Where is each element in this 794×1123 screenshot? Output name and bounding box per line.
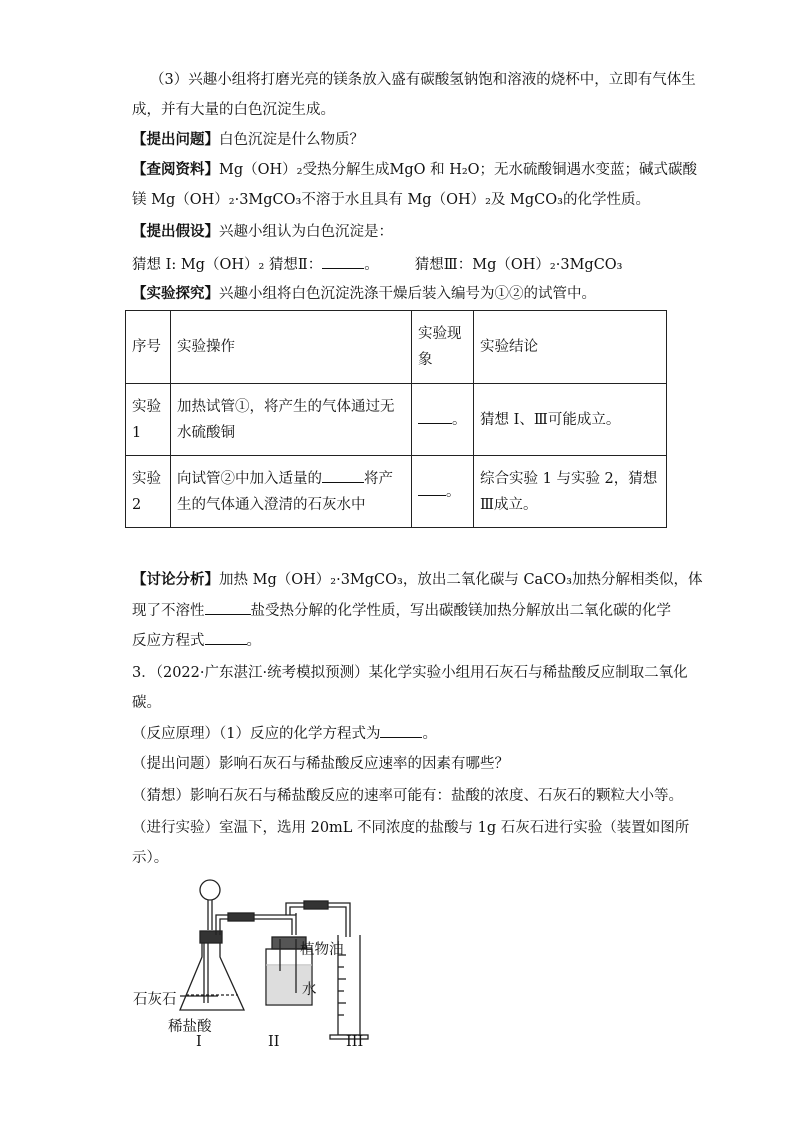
header-op: 实验操作: [171, 311, 412, 384]
jiashe-text: 兴趣小组认为白色沉淀是：: [219, 224, 393, 240]
tanjiu-text: 兴趣小组将白色沉淀洗涤干燥后装入编号为①②的试管中。: [219, 286, 596, 302]
row2-concl: 综合实验 1 与实验 2，猜想Ⅲ成立。: [474, 456, 667, 528]
row1-phen-blank[interactable]: [418, 409, 452, 424]
table-row: [126, 384, 667, 456]
guess1-text: 猜想 I: Mg（OH）₂ 猜想Ⅱ：: [132, 257, 323, 273]
row2-phen: 。: [412, 456, 474, 528]
header-phen: 实验现象: [412, 311, 474, 384]
caixiang-line: （猜想）影响石灰石与稀盐酸反应的速率可能有：盐酸的浓度、石灰石的颗粒大小等。: [132, 788, 683, 804]
row1-id: 实验1: [126, 384, 171, 456]
discussion-tag: 【讨论分析】: [132, 571, 219, 588]
apparatus-figure: [120, 875, 380, 1065]
discussion-blank1[interactable]: [205, 600, 251, 615]
q3-line1: （3）兴趣小组将打磨光亮的镁条放入盛有碳酸氢钠饱和溶液的烧杯中，立即有气体生: [150, 72, 696, 88]
ziliao-tag: 【查阅资料】: [132, 161, 219, 178]
header-id: 序号: [126, 311, 171, 384]
header-concl: 实验结论: [474, 311, 667, 384]
fig-label-3: III: [346, 1034, 364, 1050]
ziliao-text1: Mg（OH）₂受热分解生成MgO 和 H₂O；无水硫酸铜遇水变蓝；碱式碳酸: [219, 162, 698, 178]
tiwen-tag: 【提出问题】: [132, 131, 219, 148]
wenti-line: （提出问题）影响石灰石与稀盐酸反应速率的因素有哪些？: [132, 756, 509, 772]
jiashe-line: [132, 222, 393, 242]
discussion-line1: 【讨论分析】加热 Mg（OH）₂·3MgCO₃，放出二氧化碳与 CaCO₃加热分解相类似，体: [132, 571, 703, 588]
fig-label-1: I: [196, 1034, 202, 1050]
row1-op: 加热试管①，将产生的气体通过无水硫酸铜: [171, 384, 412, 456]
q3-line2: 成，并有大量的白色沉淀生成。: [132, 102, 335, 118]
acid-label: 稀盐酸: [168, 1019, 212, 1035]
row2-op: 向试管②中加入适量的 将产 生的气体通入澄清的石灰水中: [171, 456, 412, 528]
q4-line2: 碳。: [132, 695, 161, 711]
fig-label-2: II: [268, 1034, 280, 1050]
shiyan-line2: 示）。: [132, 850, 169, 866]
row2-op-blank[interactable]: [322, 468, 364, 483]
water-label: 水: [302, 982, 317, 998]
discussion-blank2[interactable]: [205, 630, 247, 645]
row2-id: 实验2: [126, 456, 171, 528]
discussion-line3: 反应方程式 。: [132, 630, 261, 651]
guess2-blank[interactable]: [322, 254, 364, 269]
oil-label: 植物油: [300, 942, 344, 958]
row2-phen-blank[interactable]: [418, 481, 446, 496]
table-header-row: [126, 311, 667, 384]
table-row: [126, 456, 667, 528]
ziliao-line2: 镁 Mg（OH）₂·3MgCO₃不溶于水且具有 Mg（OH）₂及 MgCO₃的化学性质。: [132, 192, 650, 208]
q4-line1: 3．（2022·广东湛江·统考模拟预测）某化学实验小组用石灰石与稀盐酸反应制取二氧化: [132, 665, 688, 681]
tiwen-line: [132, 130, 364, 150]
tanjiu-tag: 【实验探究】: [132, 285, 219, 302]
discussion-line2: 现了不溶性 盐受热分解的化学性质，写出碳酸镁加热分解放出二氧化碳的化学: [132, 600, 671, 621]
tanjiu-line: [132, 284, 596, 304]
shiyan-line1: （进行实验）室温下，选用 20mL 不同浓度的盐酸与 1g 石灰石进行实验（装置如图所: [132, 820, 690, 836]
guess-line: 猜想 I: Mg（OH）₂ 猜想Ⅱ： 。 猜想Ⅲ：Mg（OH）₂·3MgCO₃: [132, 254, 623, 275]
row1-phen: 。: [412, 384, 474, 456]
jiashe-tag: 【提出假设】: [132, 223, 219, 240]
yuanli-line: （反应原理）（1）反应的化学方程式为 。: [132, 723, 437, 744]
row1-concl: 猜想 I、Ⅲ可能成立。: [474, 384, 667, 456]
tiwen-text: 白色沉淀是什么物质？: [219, 132, 364, 148]
yuanli-blank[interactable]: [380, 723, 422, 738]
guess3-text: 猜想Ⅲ：Mg（OH）₂·3MgCO₃: [414, 257, 623, 273]
ziliao-line1: [132, 160, 697, 180]
experiment-table: [125, 310, 667, 528]
limestone-label: 石灰石: [133, 992, 177, 1008]
